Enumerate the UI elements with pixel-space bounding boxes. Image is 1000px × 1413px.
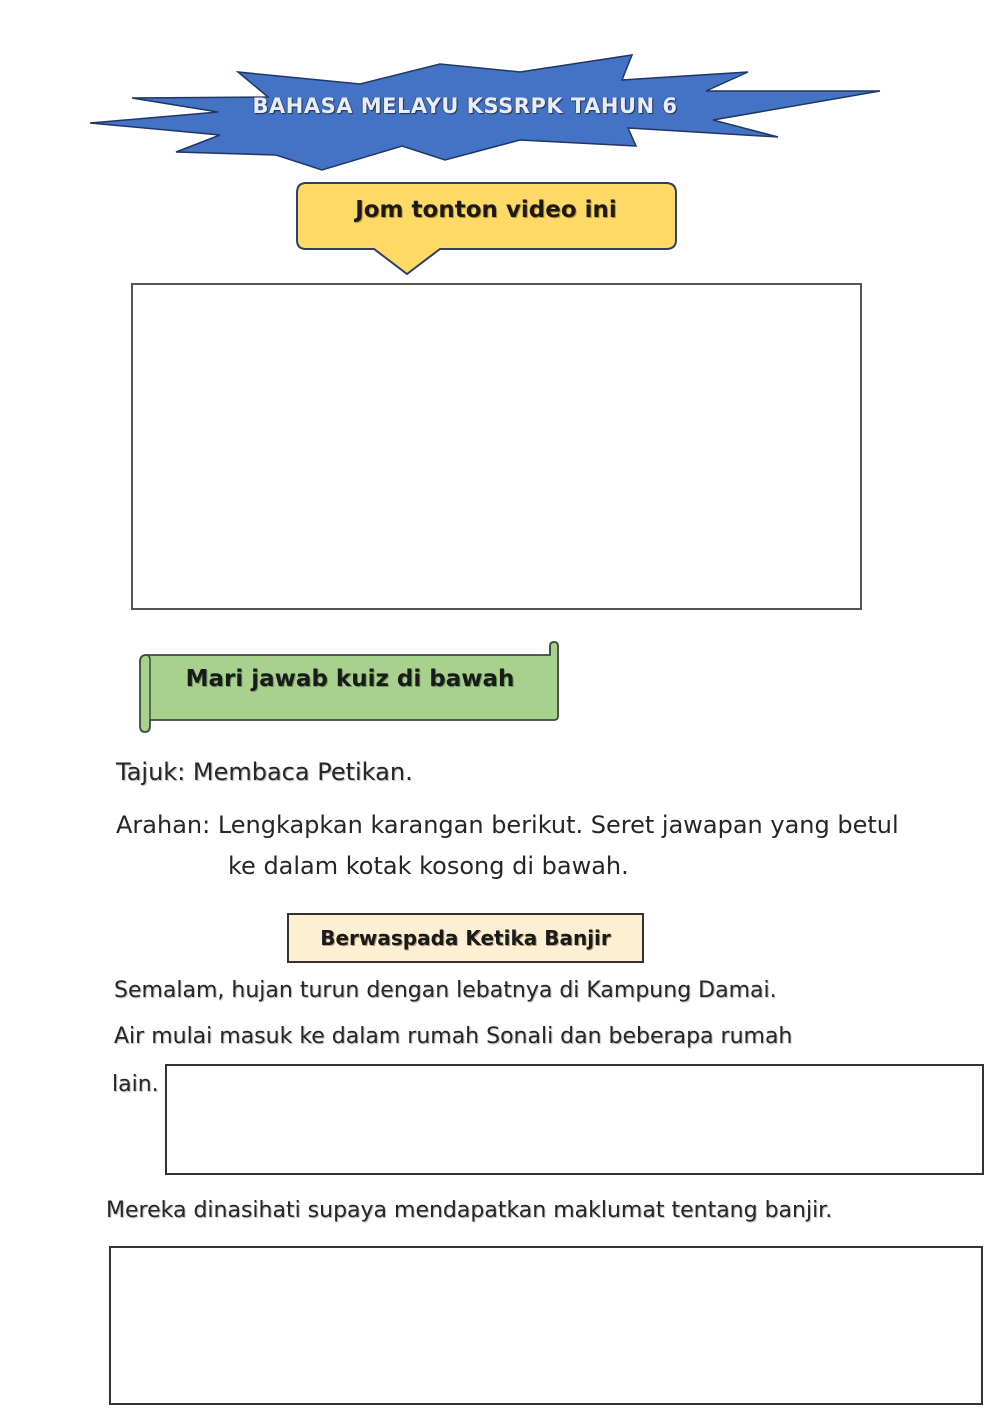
story-title-box	[287, 913, 644, 963]
video-callout-label: Jom tonton video ini	[355, 197, 617, 223]
story-line-2: Air mulai masuk ke dalam rumah Sonali dan beberapa rumah	[114, 1024, 793, 1049]
page-title: BAHASA MELAYU KSSRPK TAHUN 6	[252, 94, 678, 118]
video-player[interactable]	[131, 283, 862, 610]
story-line-3: lain.	[112, 1072, 159, 1097]
direction-line-2: ke dalam kotak kosong di bawah.	[228, 852, 629, 880]
answer-drop-box-1[interactable]	[165, 1064, 984, 1175]
topic-text: Tajuk: Membaca Petikan.	[116, 758, 413, 786]
story-line-4: Mereka dinasihati supaya mendapatkan maklumat tentang banjir.	[106, 1198, 833, 1223]
story-title: Berwaspada Ketika Banjir	[320, 926, 611, 950]
video-callout	[290, 178, 685, 278]
answer-drop-box-2[interactable]	[109, 1246, 983, 1405]
direction-line-1: Arahan: Lengkapkan karangan berikut. Seret jawapan yang betul	[116, 811, 899, 839]
quiz-banner-label: Mari jawab kuiz di bawah	[185, 666, 515, 692]
story-line-1: Semalam, hujan turun dengan lebatnya di Kampung Damai.	[114, 978, 777, 1003]
